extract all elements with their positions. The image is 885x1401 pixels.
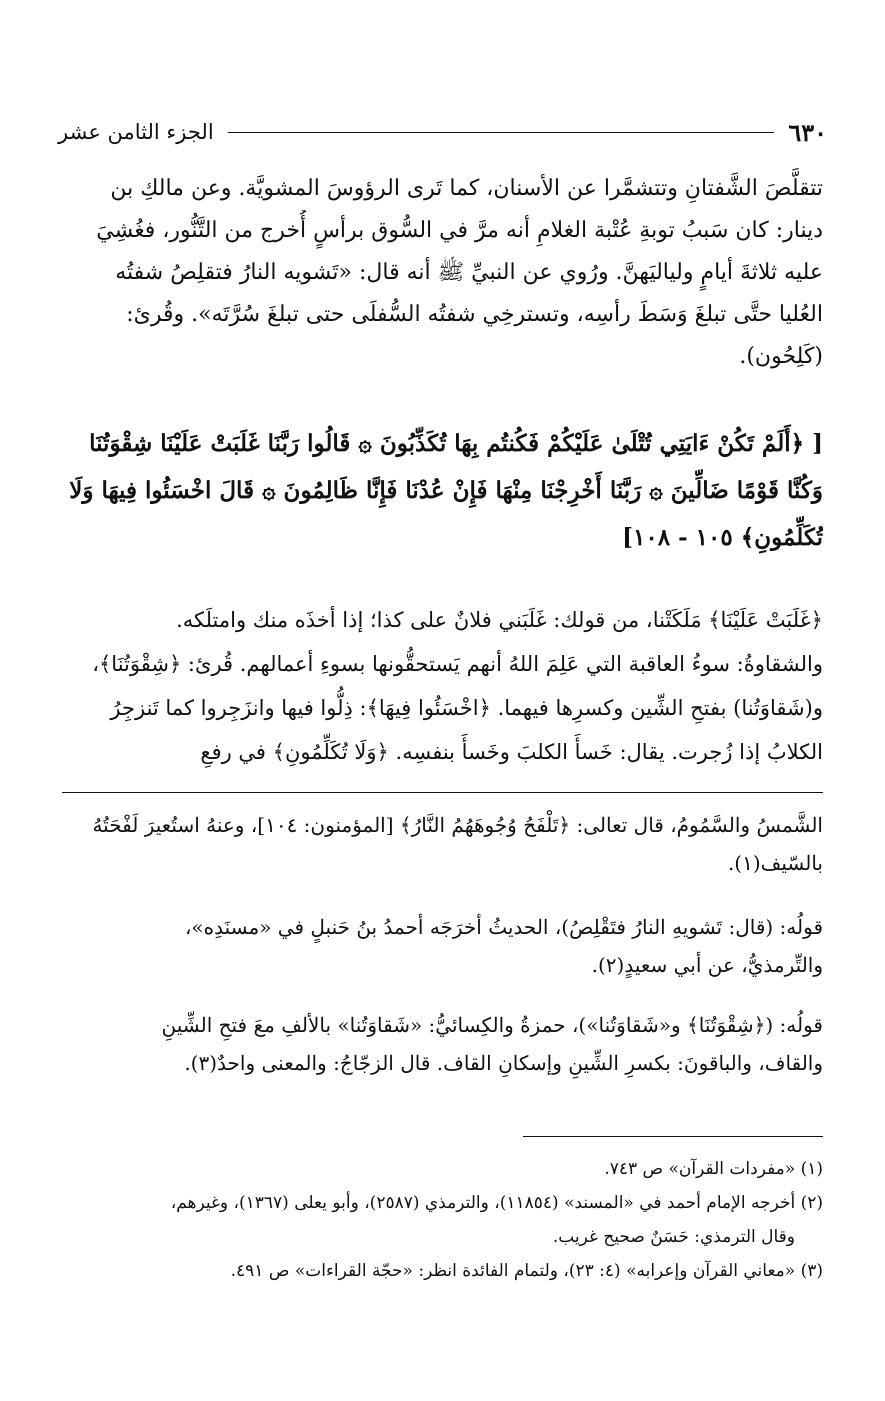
volume-title: الجزء الثامن عشر bbox=[58, 120, 214, 144]
footnote-3: (٣) «معاني القرآن وإعرابه» (٤: ٢٣)، ولتمام الفائدة انظر: «حجّة القراءات» ص ٤٩١. bbox=[230, 1261, 823, 1281]
gloss-note-2 bbox=[62, 908, 823, 984]
footnote-1: (١) «مفردات القرآن» ص ٧٤٣. bbox=[604, 1159, 823, 1179]
footnote-2-continued: وقال الترمذي: حَسَنٌ صحيح غريب. bbox=[552, 1227, 795, 1247]
tafsir-paragraph bbox=[62, 598, 823, 774]
verse-line: وَكُنَّا قَوْمًا ضَالِّينَ ۞ رَبَّنَا أَخْرِجْنَا مِنْهَا فَإِنْ عُدْنَا فَإِنَّا ظَالِمُونَ ۞ قَالَ اخْسَئُوا فِيهَا وَلَا bbox=[69, 477, 823, 504]
commentary-line: العُليا حتَّى تبلغَ وَسَطَ رأسِه، وتسترخِي شفتُه السُّفلَى حتى تبلغَ سُرَّتَه». وقُرئ: bbox=[126, 302, 823, 327]
header-rule bbox=[228, 132, 775, 133]
footnote-2: (٢) أخرجه الإمام أحمد في «المسند» (١١٨٥٤)، والترمذي (٢٥٨٧)، وأبو يعلى (١٣٦٧)، وغيرهم، bbox=[170, 1193, 823, 1213]
footnotes bbox=[62, 1152, 823, 1288]
gloss-line: والقاف، والباقونَ: بكسرِ الشِّينِ وإسكانِ القاف. قال الزجّاجُ: والمعنى واحدٌ(٣). bbox=[184, 1051, 823, 1075]
commentary-line: تتقلَّصَ الشَّفتانِ وتتشمَّرا عن الأسنان، كما تَرى الرؤوسَ المشويَّة. وعن مالكِ بن bbox=[110, 176, 823, 201]
tafsir-line: الكلابُ إذا زُجرت. يقال: خَسأَ الكلبَ وخَسأَ بنفسِه. ﴿وَلَا تُكَلِّمُونِ﴾ في رفعِ bbox=[200, 740, 823, 764]
verse-line: [ ﴿أَلَمْ تَكُنْ ءَايَتِي تُتْلَىٰ عَلَيْكُمْ فَكُنتُم بِهَا تُكَذِّبُونَ ۞ قَالُوا رَبَّنَا غَلَبَتْ عَلَيْنَا شِقْوَتُنَا bbox=[89, 430, 823, 457]
commentary-line: (كَلِحُون). bbox=[739, 344, 823, 369]
tafsir-line: ﴿غَلَبَتْ عَلَيْنَا﴾ مَلَكَتْنا، من قولك: غَلَبَني فلانٌ على كذا؛ إذا أخذَه منك وامتلَكه. bbox=[176, 608, 823, 632]
gloss-line: الشَّمسُ والسَّمُومُ، قال تعالى: ﴿تَلْفَحُ وُجُوهَهُمُ النَّارُ﴾ [المؤمنون: ١٠٤]، وعنهُ استُعيرَ لَفْحَتُهُ bbox=[92, 813, 823, 837]
quran-verse-block bbox=[62, 420, 823, 561]
commentary-line: عليه ثلاثةَ أيامٍ ولياليَهنَّ. ورُوي عن النبيِّ ﷺ أنه قال: «تَشويه النارُ فتقلِصُ شفتُه bbox=[115, 260, 823, 285]
tafsir-line: والشقاوةُ: سوءُ العاقبة التي عَلِمَ اللهُ أنهم يَستحقُّونها بسوءِ أعمالهم. قُرئ: ﴿شِقْوَتُنَا﴾، bbox=[92, 652, 823, 676]
verse-line: تُكَلِّمُونِ﴾ ١٠٥ - ١٠٨] bbox=[622, 524, 823, 551]
gloss-note-1 bbox=[62, 806, 823, 882]
gloss-line: والتِّرمذيُّ، عن أبي سعيدٍ(٢). bbox=[591, 953, 823, 977]
gloss-line: قولُه: (قال: تَشويهِ النارُ فتَقْلِصُ)، الحديثُ أخرَجَه أحمدُ بنُ حَنبلٍ في «مسنَدِه»، bbox=[184, 915, 823, 939]
page-number: ٦٣٠ bbox=[788, 117, 827, 147]
gloss-line: بالسّيف(١). bbox=[727, 851, 823, 875]
tafsir-line: و(شَقاوَتُنا) بفتحِ الشِّين وكسرِها فيهما. ﴿اخْسَئُوا فِيهَا﴾: ذِلُّوا فيها وانزَجِروا كما تَنزجِرُ bbox=[110, 696, 823, 720]
gloss-line: قولُه: (﴿شِقْوَتُنَا﴾ و«شَقاوَتُنا»)، حمزةُ والكِسائيُّ: «شَقاوَتُنا» بالألفِ معَ فتحِ الشِّينِ bbox=[161, 1013, 823, 1037]
running-header bbox=[58, 112, 827, 152]
gloss-note-3 bbox=[62, 1006, 823, 1082]
section-divider bbox=[62, 792, 823, 793]
commentary-paragraph bbox=[62, 168, 823, 378]
commentary-line: دينار: كان سَببُ توبةِ عُتْبة الغلامِ أنه مرَّ في السُّوق برأسٍ أُخرج من التَّنُّور، فغُشِيَ bbox=[96, 218, 823, 243]
footnote-rule bbox=[523, 1136, 823, 1137]
